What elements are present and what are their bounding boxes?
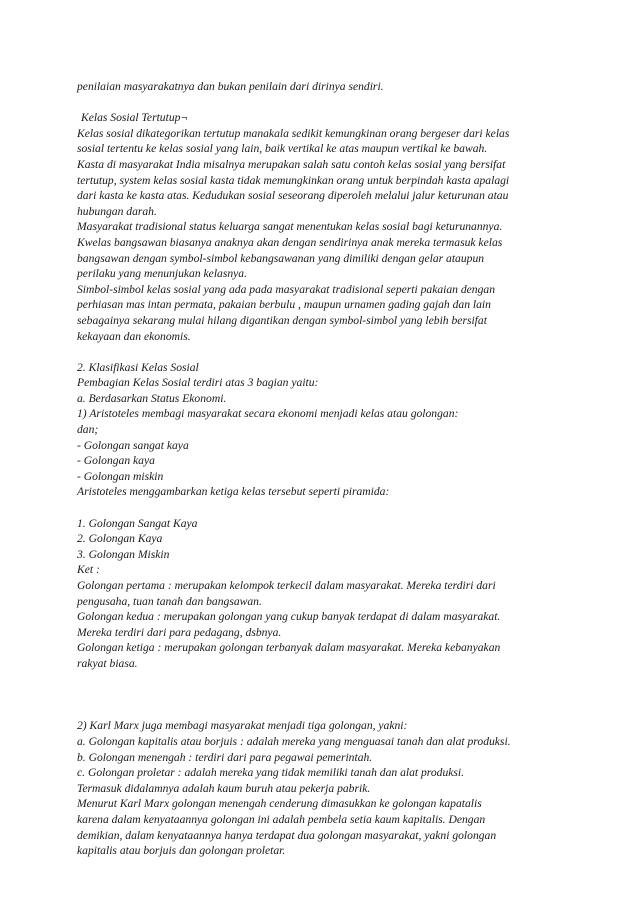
section-heading-classification: 2. Klasifikasi Kelas Sosial <box>77 360 199 374</box>
text-line: Golongan kedua : merupakan golongan yang cukup banyak terdapat di dalam masyarakat. <box>77 610 501 624</box>
text-line: perhiasan mas intan permata, pakaian berbulu , maupun urnamen gading gajah dan lain <box>77 298 491 312</box>
text-line: karena dalam kenyataannya golongan ini adalah pembela setia kaum kapitalis. Dengan <box>77 812 486 826</box>
text-line: Ket : <box>77 563 100 577</box>
text-line: Pembagian Kelas Sosial terdiri atas 3 bagian yaitu: <box>77 376 319 390</box>
text-line: kekayaan dan ekonomis. <box>77 329 191 343</box>
list-item: a. Golongan kapitalis atau borjuis : adalah mereka yang menguasai tanah dan alat produksi. <box>77 734 511 748</box>
text-line: Aristoteles menggambarkan ketiga kelas tersebut seperti piramida: <box>77 485 390 499</box>
paragraph-gap <box>77 672 567 719</box>
text-line: demikian, dalam kenyataannya hanya terdapat dua golongan masyarakat, yakni golongan <box>77 828 497 842</box>
list-item: b. Golongan menengah : terdiri dari para pegawai pemerintah. <box>77 750 373 764</box>
text-line: Simbol-simbol kelas sosial yang ada pada masyarakat tradisional seperti pakaian dengan <box>77 282 495 296</box>
text-line: sebagainya sekarang mulai hilang digantikan dengan symbol-simbol yang lebih bersifat <box>77 313 487 327</box>
text-line: Kwelas bangsawan biasanya anaknya akan dengan sendirinya anak mereka termasuk kelas <box>77 235 503 249</box>
text-line: Masyarakat tradisional status keluarga sangat menentukan kelas sosial bagi keturunannya. <box>77 220 503 234</box>
list-item: c. Golongan proletar : adalah mereka yang tidak memiliki tanah dan alat produksi. <box>77 766 465 780</box>
text-line: hubungan darah. <box>77 204 157 218</box>
text-line: tertutup, system kelas sosial kasta tidak memungkinkan orang untuk berpindah kasta apalagi <box>77 173 510 187</box>
text-line: Golongan pertama : merupakan kelompok terkecil dalam masyarakat. Mereka terdiri dari <box>77 579 496 592</box>
text-line: kapitalis atau borjuis dan golongan proletar. <box>77 844 286 858</box>
text-line: 2) Karl Marx juga membagi masyarakat menjadi tiga golongan, yakni: <box>77 719 408 733</box>
text-line: 1) Aristoteles membagi masyarakat secara ekonomi menjadi kelas atau golongan: <box>77 407 459 421</box>
list-item: 1. Golongan Sangat Kaya <box>77 516 198 530</box>
text-line: dan; <box>77 423 99 437</box>
paragraph-gap <box>77 500 567 516</box>
text-line: penilaian masyarakatnya dan bukan penilain dari dirinya sendiri. <box>77 80 384 93</box>
text-line: bangsawan dengan symbol-simbol kebangsawanan yang dimiliki dengan gelar ataupun <box>77 251 485 265</box>
text-line: Termasuk didalamnya adalah kaum buruh atau pekerja pabrik. <box>77 781 371 795</box>
list-item: 2. Golongan Kaya <box>77 532 163 546</box>
text-line: rakyat biasa. <box>77 656 138 670</box>
paragraph-gap <box>77 344 567 360</box>
text-line: Kasta di masyarakat India misalnya merupakan salah satu contoh kelas sosial yang bersifat <box>77 157 506 171</box>
text-line: pengusaha, tuan tanah dan bangsawan. <box>77 594 262 608</box>
section-heading-closed-class: Kelas Sosial Tertutup¬ <box>81 111 189 125</box>
list-item: 3. Golongan Miskin <box>77 547 170 561</box>
list-item: - Golongan sangat kaya <box>77 438 189 452</box>
text-line: a. Berdasarkan Status Ekonomi. <box>77 391 227 405</box>
list-item: - Golongan miskin <box>77 469 164 483</box>
paragraph-gap <box>77 95 567 111</box>
text-line: Golongan ketiga : merupakan golongan terbanyak dalam masyarakat. Mereka kebanyakan <box>77 641 501 655</box>
document-page <box>77 79 567 859</box>
list-item: - Golongan kaya <box>77 454 155 468</box>
text-line: sosial tertentu ke kelas sosial yang lain, baik vertikal ke atas maupun vertikal ke bawah. <box>77 142 488 156</box>
text-line: Menurut Karl Marx golongan menengah cenderung dimasukkan ke golongan kapatalis <box>77 797 482 811</box>
text-line: Mereka terdiri dari para pedagang, dsbnya. <box>77 625 282 639</box>
text-line: Kelas sosial dikategorikan tertutup manakala sedikit kemungkinan orang bergeser dari kelas <box>77 126 510 140</box>
text-line: perilaku yang menunjukan kelasnya. <box>77 267 247 281</box>
text-line: dari kasta ke kasta atas. Kedudukan sosial seseorang diperoleh melalui jalur keturunan atau <box>77 189 509 203</box>
